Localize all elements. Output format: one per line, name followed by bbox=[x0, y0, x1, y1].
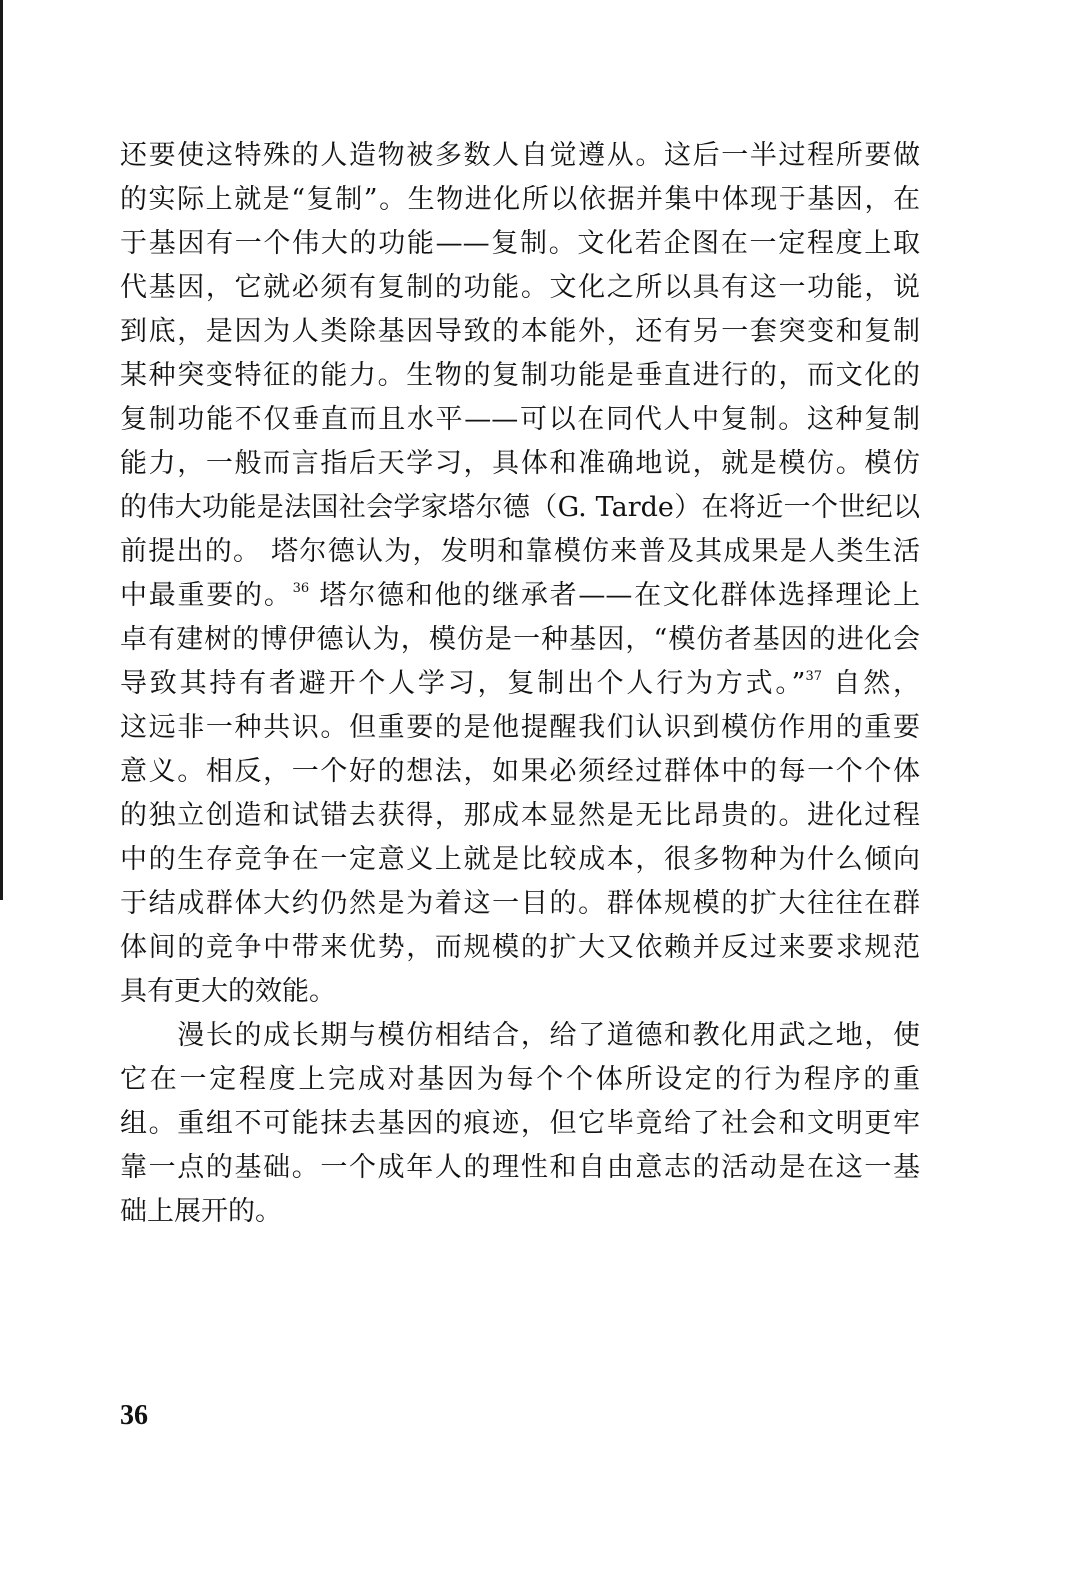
text-line bbox=[120, 662, 920, 706]
text-line: 还要使这特殊的人造物被多数人自觉遵从。这后一半过程所要做 bbox=[120, 140, 920, 171]
text-line: 意义。相反，一个好的想法，如果必须经过群体中的每一个个体 bbox=[120, 756, 920, 787]
page-binding-edge bbox=[0, 0, 3, 900]
footnote-ref-36: 36 bbox=[292, 581, 310, 596]
text-line: 组。重组不可能抹去基因的痕迹，但它毕竟给了社会和文明更牢 bbox=[120, 1108, 920, 1139]
text-line: 漫长的成长期与模仿相结合，给了道德和教化用武之地，使 bbox=[120, 1020, 920, 1051]
text-segment: 导致其持有者避开个人学习，复制出个人行为方式。” bbox=[120, 668, 806, 699]
text-line: 它在一定程度上完成对基因为每个个体所设定的行为程序的重 bbox=[120, 1064, 920, 1095]
paragraph-1 bbox=[120, 134, 920, 1014]
paragraph-2 bbox=[120, 1014, 920, 1234]
footnote-ref-37: 37 bbox=[805, 669, 823, 684]
text-line: 前提出的。 塔尔德认为，发明和靠模仿来普及其成果是人类生活 bbox=[120, 536, 920, 567]
text-line: 的实际上就是“复制”。生物进化所以依据并集中体现于基因，在 bbox=[120, 184, 920, 215]
text-line: 中的生存竞争在一定意义上就是比较成本，很多物种为什么倾向 bbox=[120, 844, 920, 875]
text-line: 卓有建树的博伊德认为，模仿是一种基因，“模仿者基因的进化会 bbox=[120, 624, 920, 655]
text-line: 靠一点的基础。一个成年人的理性和自由意志的活动是在这一基 bbox=[120, 1152, 920, 1183]
text-line: 代基因，它就必须有复制的功能。文化之所以具有这一功能，说 bbox=[120, 272, 920, 303]
text-line: 某种突变特征的能力。生物的复制功能是垂直进行的，而文化的 bbox=[120, 360, 920, 391]
text-line: 的独立创造和试错去获得，那成本显然是无比昂贵的。进化过程 bbox=[120, 800, 920, 831]
text-segment: 自然， bbox=[822, 668, 920, 699]
text-line: 具有更大的效能。 bbox=[120, 976, 336, 1007]
text-line bbox=[120, 574, 920, 618]
text-line: 能力，一般而言指后天学习，具体和准确地说，就是模仿。模仿 bbox=[120, 448, 920, 479]
text-line: 的伟大功能是法国社会学家塔尔德（G. Tarde）在将近一个世纪以 bbox=[120, 492, 920, 523]
text-segment: 中最重要的。 bbox=[120, 580, 293, 611]
text-line: 复制功能不仅垂直而且水平——可以在同代人中复制。这种复制 bbox=[120, 404, 920, 435]
page-number: 36 bbox=[120, 1400, 148, 1431]
text-line: 这远非一种共识。但重要的是他提醒我们认识到模仿作用的重要 bbox=[120, 712, 920, 743]
text-line: 到底，是因为人类除基因导致的本能外，还有另一套突变和复制 bbox=[120, 316, 920, 347]
body-text bbox=[120, 134, 920, 1234]
text-line: 础上展开的。 bbox=[120, 1196, 282, 1227]
text-line: 体间的竞争中带来优势，而规模的扩大又依赖并反过来要求规范 bbox=[120, 932, 920, 963]
text-segment: 塔尔德和他的继承者——在文化群体选择理论上 bbox=[309, 580, 920, 611]
text-line: 于结成群体大约仍然是为着这一目的。群体规模的扩大往往在群 bbox=[120, 888, 920, 919]
text-line: 于基因有一个伟大的功能——复制。文化若企图在一定程度上取 bbox=[120, 228, 920, 259]
